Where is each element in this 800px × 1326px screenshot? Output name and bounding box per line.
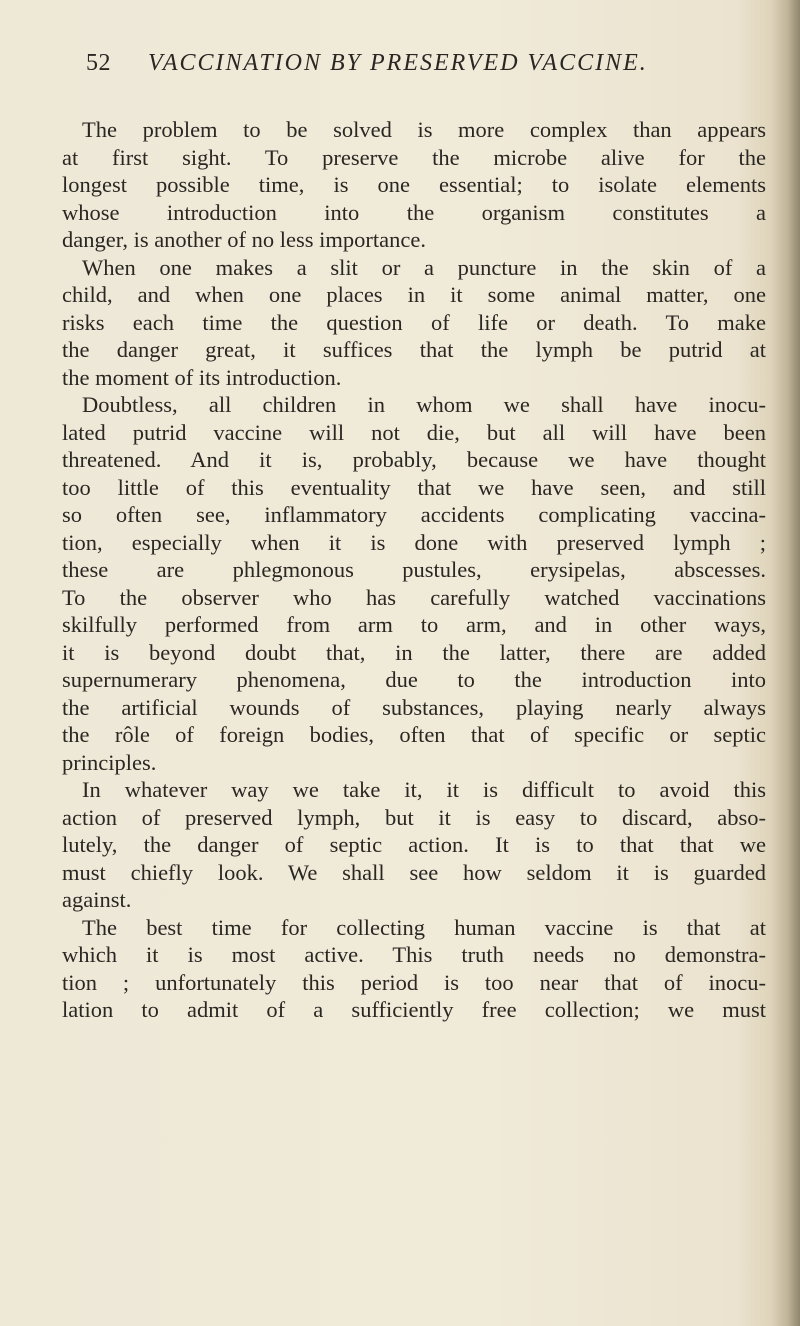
- text-line: risks each time the question of life or death. To make: [62, 309, 766, 335]
- text-line: the rôle of foreign bodies, often that of specific or septic: [62, 722, 766, 747]
- text-line: supernumerary phenomena, due to the introduction into: [62, 667, 766, 692]
- text-line: must chiefly look. We shall see how seldom it is guarded: [62, 859, 766, 885]
- text-line: The best time for collecting human vaccine is that at: [82, 914, 766, 940]
- text-line: the danger great, it suffices that the lymph be putrid at: [62, 337, 766, 362]
- text-line: The problem to be solved is more complex than appears: [82, 117, 766, 142]
- text-line: In whatever way we take it, it is difficult to avoid this: [82, 777, 766, 802]
- page-number: 52: [86, 50, 111, 76]
- text-line: which it is most active. This truth needs no demonstra-: [62, 942, 766, 967]
- text-line: at first sight. To preserve the microbe alive for the: [62, 144, 766, 170]
- text-line: the moment of its introduction.: [62, 364, 342, 390]
- text-line: threatened. And it is, probably, because we have thought: [62, 447, 766, 472]
- text-line: longest possible time, is one essential; to isolate elements: [62, 172, 766, 197]
- text-line: against.: [62, 887, 132, 912]
- text-line: lated putrid vaccine will not die, but all will have been: [62, 419, 766, 445]
- text-line: action of preserved lymph, but it is easy to discard, abso-: [62, 804, 766, 830]
- text-line: skilfully performed from arm to arm, and in other ways,: [62, 612, 766, 637]
- text-line: too little of this eventuality that we have seen, and still: [62, 474, 766, 500]
- text-line: To the observer who has carefully watched vaccinations: [62, 584, 766, 610]
- text-line: When one makes a slit or a puncture in the skin of a: [82, 254, 766, 280]
- text-line: tion, especially when it is done with preserved lymph ;: [62, 529, 766, 555]
- text-line: Doubtless, all children in whom we shall have inocu-: [82, 392, 766, 417]
- text-line: child, and when one places in it some animal matter, one: [62, 282, 766, 307]
- text-line: lation to admit of a sufficiently free collection; we must: [62, 997, 766, 1022]
- page-header: [86, 50, 726, 90]
- text-line: the artificial wounds of substances, playing nearly always: [62, 694, 766, 720]
- text-line: tion ; unfortunately this period is too near that of inocu-: [62, 969, 766, 995]
- text-line: principles.: [62, 749, 157, 775]
- text-line: so often see, inflammatory accidents complicating vaccina-: [62, 502, 766, 527]
- page-gutter-shadow: [770, 0, 800, 1326]
- running-title: VACCINATION BY PRESERVED VACCINE.: [148, 50, 648, 76]
- text-line: these are phlegmonous pustules, erysipelas, abscesses.: [62, 557, 766, 582]
- text-line: whose introduction into the organism constitutes a: [62, 199, 766, 225]
- text-line: danger, is another of no less importance.: [62, 227, 426, 252]
- body-text: [62, 116, 766, 1024]
- text-line: lutely, the danger of septic action. It is to that that we: [62, 832, 766, 857]
- text-line: it is beyond doubt that, in the latter, there are added: [62, 639, 766, 665]
